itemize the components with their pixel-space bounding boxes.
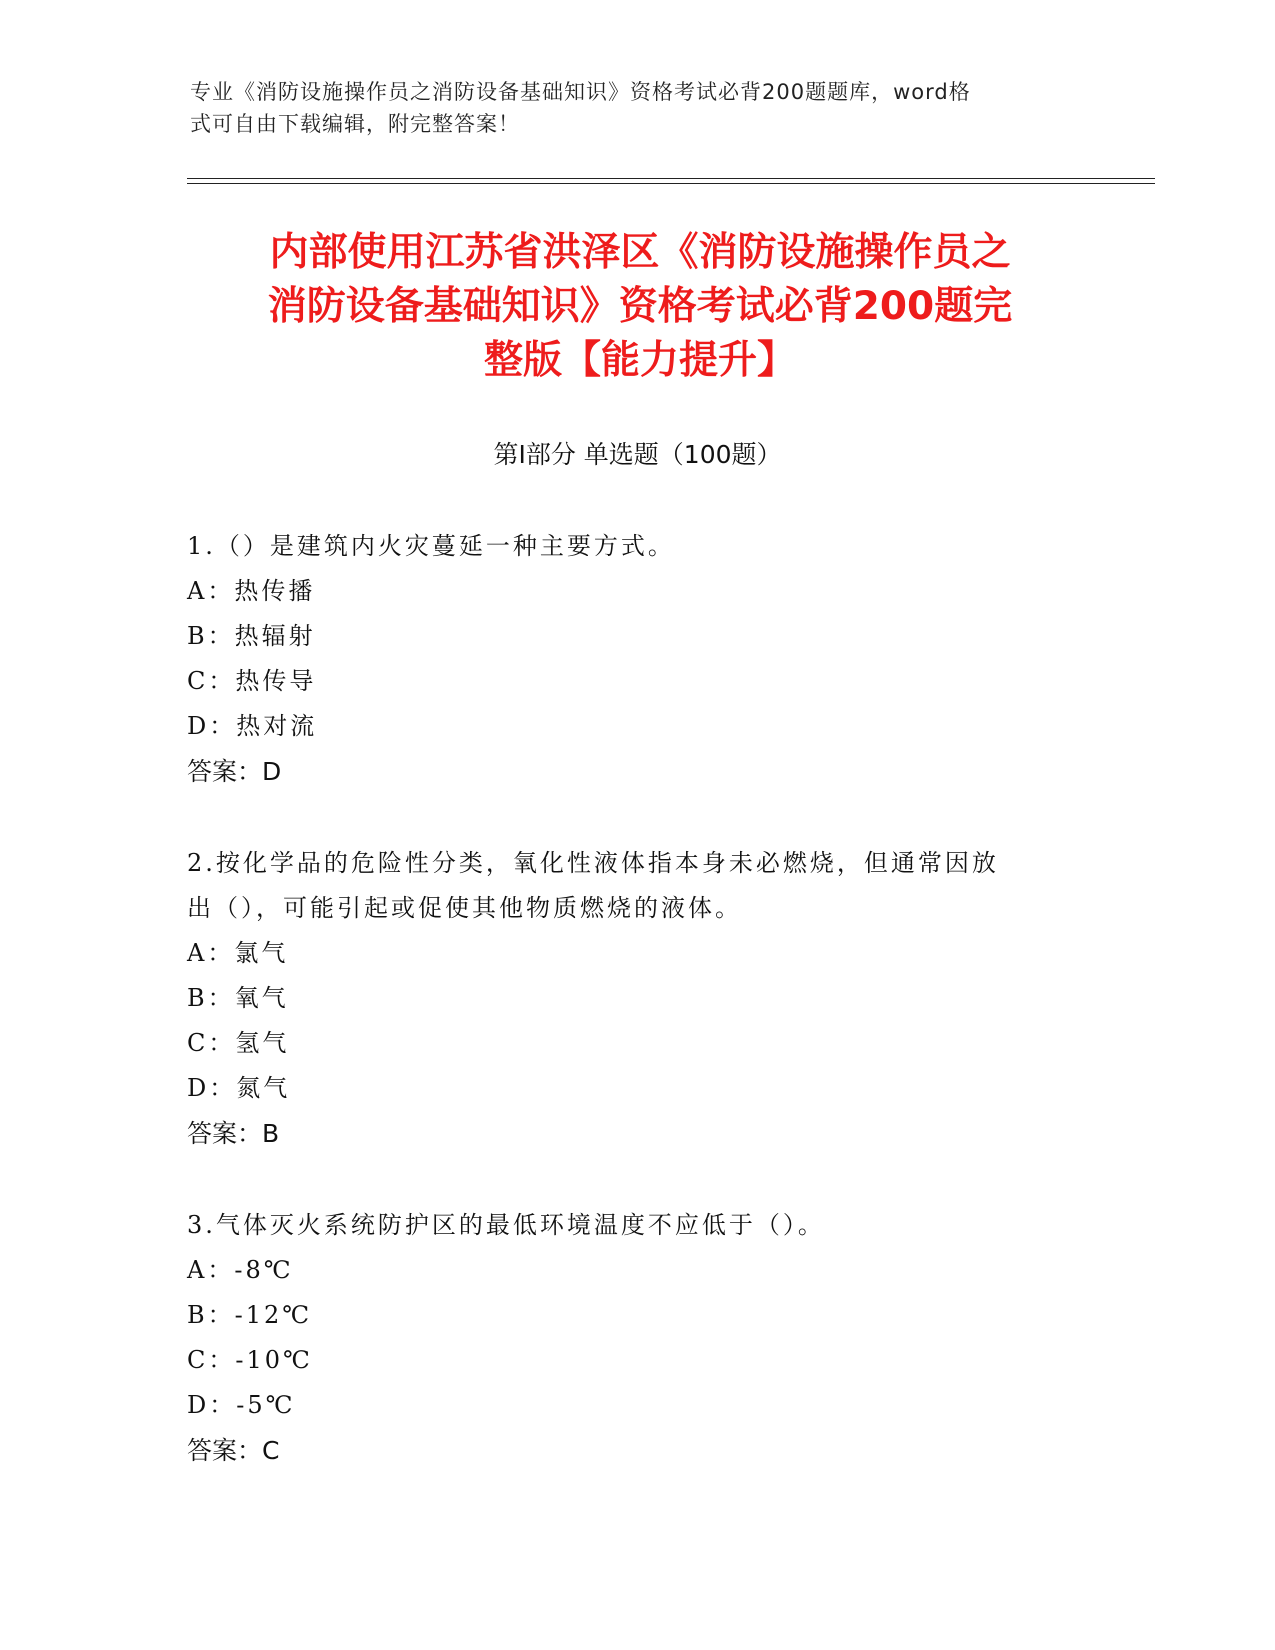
- document-title-line-3: 整版【能力提升】: [483, 338, 796, 383]
- document-title: [160, 226, 1120, 388]
- option-d: D：热对流: [187, 712, 318, 740]
- question-stem-line-2: 出（），可能引起或促使其他物质燃烧的液体。: [187, 894, 742, 922]
- section-title: 第Ⅰ部分 单选题（100题）: [493, 440, 782, 469]
- option-c: C：氢气: [187, 1029, 290, 1057]
- answer: 答案：D: [187, 757, 282, 786]
- question-stem-line-1: 2.按化学品的危险性分类，氧化性液体指本身未必燃烧，但通常因放: [187, 849, 999, 877]
- option-c: C：热传导: [187, 667, 317, 695]
- option-b: B：氧气: [187, 984, 289, 1012]
- header-note: [190, 76, 1070, 140]
- option-d: D：-5℃: [187, 1391, 296, 1419]
- header-note-line-1: 专业《消防设施操作员之消防设备基础知识》资格考试必背200题题库，word格: [190, 80, 971, 104]
- document-title-line-1: 内部使用江苏省洪泽区《消防设施操作员之: [269, 230, 1011, 275]
- header-divider-top: [187, 178, 1155, 179]
- option-a: A：热传播: [187, 577, 316, 605]
- document-title-line-2: 消防设备基础知识》资格考试必背200题完: [267, 284, 1013, 329]
- question-2: [187, 841, 1067, 1156]
- answer: 答案：B: [187, 1119, 280, 1148]
- question-1: [187, 524, 1067, 794]
- option-b: B：-12℃: [187, 1301, 313, 1329]
- header-divider-bottom: [187, 183, 1155, 184]
- question-stem: 1.（）是建筑内火灾蔓延一种主要方式。: [187, 532, 675, 560]
- question-3: [187, 1203, 1067, 1473]
- option-c: C：-10℃: [187, 1346, 313, 1374]
- question-stem: 3.气体灭火系统防护区的最低环境温度不应低于（）。: [187, 1211, 825, 1239]
- option-b: B：热辐射: [187, 622, 316, 650]
- option-a: A：氯气: [187, 939, 289, 967]
- option-a: A：-8℃: [187, 1256, 294, 1284]
- option-d: D：氮气: [187, 1074, 291, 1102]
- answer: 答案：C: [187, 1436, 280, 1465]
- header-note-line-2: 式可自由下载编辑，附完整答案！: [190, 112, 520, 136]
